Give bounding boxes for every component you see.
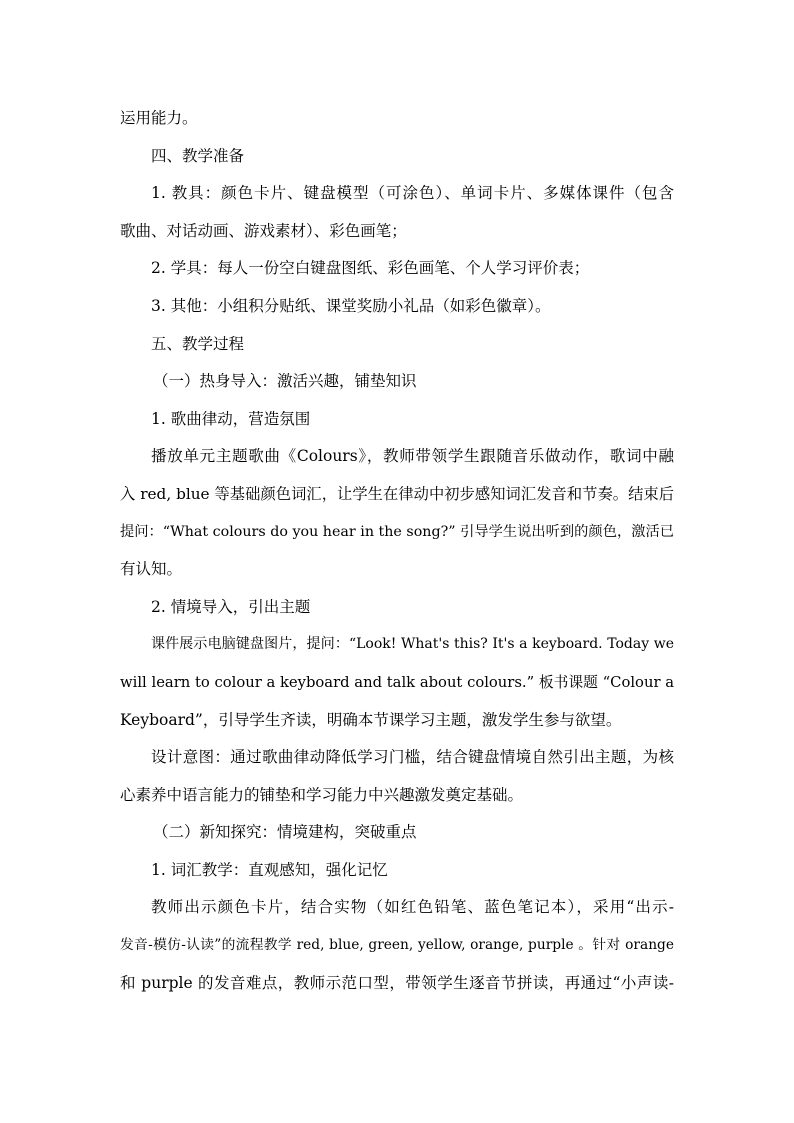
paragraph-design-intent-line: 心素养中语言能力的铺垫和学习能力中兴趣激发奠定基础。 (120, 785, 524, 804)
paragraph-situation-line: Keyboard”，引导学生齐读，明确本节课学习主题，激发学生参与欲望。 (120, 710, 622, 729)
paragraph-song-line: 有认知。 (120, 560, 183, 579)
paragraph-continuation-line: 运用能力。 (120, 109, 198, 127)
step-heading-vocabulary: 1. 词汇教学：直观感知，强化记忆 (151, 860, 388, 879)
paragraph-situation-line: will learn to colour a keyboard and talk about colours.” 板书课题 “Colour a (120, 673, 674, 691)
list-item-student-materials: 2. 学具：每人一份空白键盘图纸、彩色画笔、个人学习评价表； (151, 259, 590, 278)
list-item-teaching-aids-continued: 歌曲、对话动画、游戏素材）、彩色画笔； (120, 221, 407, 240)
step-heading-song: 1. 歌曲律动，营造氛围 (151, 409, 311, 428)
section-heading-preparation: 四、教学准备 (151, 146, 245, 165)
section-heading-process: 五、教学过程 (151, 334, 245, 353)
document-page (120, 100, 674, 1002)
list-item-teaching-aids: 1. 教具：颜色卡片、键盘模型（可涂色）、单词卡片、多媒体课件（包含 (151, 184, 674, 203)
paragraph-situation-line: 课件展示电脑键盘图片，提问：“Look! What's this? It's a keyboard. Today we (151, 636, 674, 653)
step-heading-situation: 2. 情境导入，引出主题 (151, 597, 311, 616)
paragraph-vocabulary-line: 发音-模仿-认读”的流程教学 red, blue, green, yellow, orange, purple 。针对 orange (120, 937, 674, 954)
paragraph-design-intent-line: 设计意图：通过歌曲律动降低学习门槛，结合键盘情境自然引出主题，为核 (151, 748, 674, 767)
paragraph-vocabulary-line: 教师出示颜色卡片，结合实物（如红色铅笔、蓝色笔记本），采用“出示- (151, 898, 674, 917)
subsection-heading-exploration: （二）新知探究：情境建构，突破重点 (153, 823, 417, 842)
subsection-heading-warmup: （一）热身导入：激活兴趣，铺垫知识 (153, 372, 417, 391)
paragraph-song-line: 提问：“What colours do you hear in the song?” 引导学生说出听到的颜色，激活已 (120, 523, 674, 540)
paragraph-song-line: 入 red, blue 等基础颜色词汇，让学生在律动中初步感知词汇发音和节奏。结束后 (120, 484, 674, 503)
paragraph-song-line: 播放单元主题歌曲《Colours》，教师带领学生跟随音乐做动作，歌词中融 (151, 447, 674, 466)
paragraph-vocabulary-line: 和 purple 的发音难点，教师示范口型，带领学生逐音节拼读，再通过“小声读- (120, 973, 674, 992)
list-item-other-materials: 3. 其他：小组积分贴纸、课堂奖励小礼品（如彩色徽章）。 (151, 296, 551, 315)
